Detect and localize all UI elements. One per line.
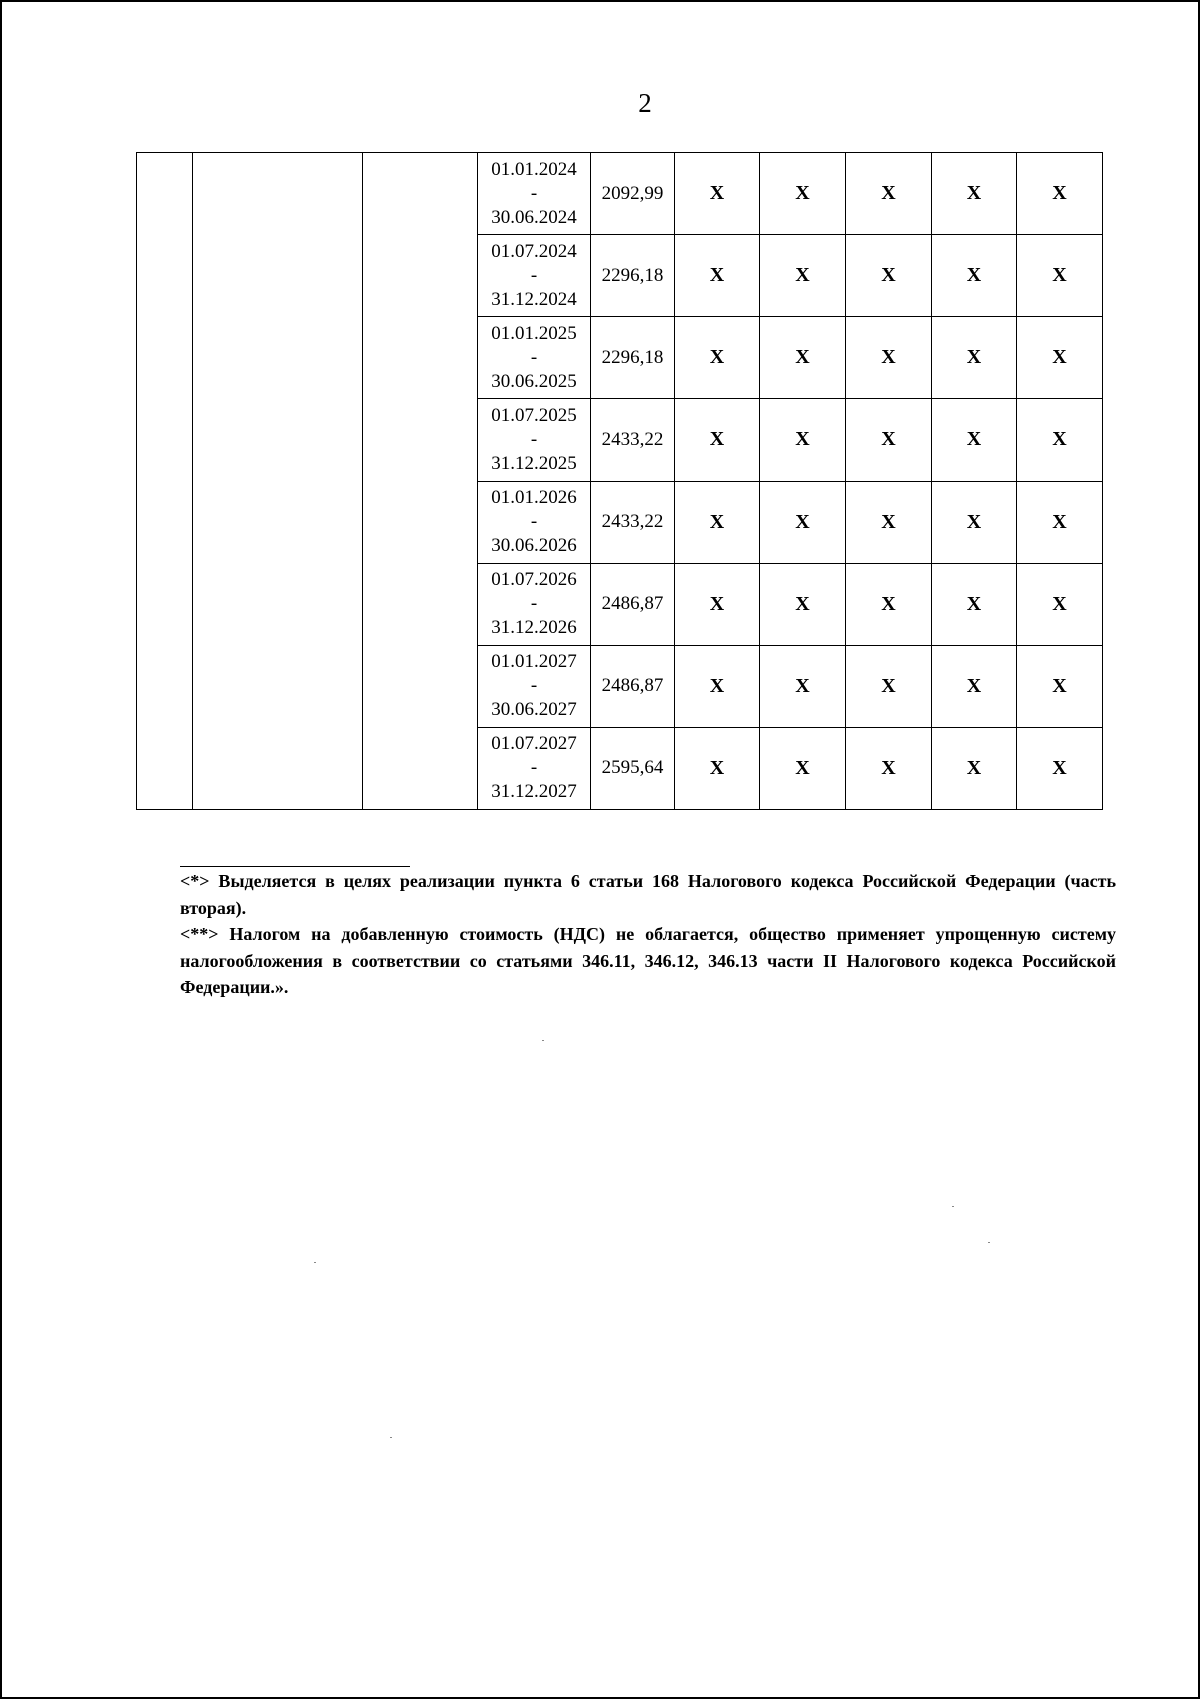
not-applicable-mark: X: [675, 317, 760, 399]
period-start: 01.07.2025: [491, 404, 577, 426]
not-applicable-mark: X: [846, 235, 932, 317]
period-end: 30.06.2025: [491, 370, 577, 392]
period-start: 01.01.2025: [491, 322, 577, 344]
period-start: 01.01.2026: [491, 487, 577, 509]
not-applicable-mark: X: [1017, 645, 1103, 727]
tariff-value: 2296,18: [591, 235, 675, 317]
period-cell: [478, 645, 591, 727]
scan-speck: [314, 1262, 316, 1263]
period-separator: -: [530, 428, 538, 450]
scan-speck: [988, 1242, 990, 1243]
not-applicable-mark: X: [932, 727, 1017, 809]
footnote-separator: [180, 866, 410, 867]
period-separator: -: [530, 264, 538, 286]
period-cell: [478, 399, 591, 481]
empty-col-1: [137, 153, 193, 810]
not-applicable-mark: X: [760, 399, 846, 481]
scan-speck: [390, 1437, 392, 1438]
not-applicable-mark: X: [1017, 481, 1103, 563]
not-applicable-mark: X: [760, 645, 846, 727]
empty-col-3: [363, 153, 478, 810]
not-applicable-mark: X: [932, 399, 1017, 481]
period-end: 31.12.2027: [491, 781, 577, 803]
tariff-value: 2433,22: [591, 399, 675, 481]
not-applicable-mark: X: [760, 153, 846, 235]
period-start: 01.07.2027: [491, 733, 577, 755]
tariff-value: 2433,22: [591, 481, 675, 563]
not-applicable-mark: X: [675, 727, 760, 809]
not-applicable-mark: X: [760, 235, 846, 317]
period-separator: -: [530, 675, 538, 697]
not-applicable-mark: X: [760, 481, 846, 563]
period-end: 31.12.2025: [491, 452, 577, 474]
period-start: 01.07.2024: [491, 240, 577, 262]
tariff-value: 2092,99: [591, 153, 675, 235]
tariff-table: [136, 152, 1103, 810]
not-applicable-mark: X: [932, 317, 1017, 399]
not-applicable-mark: X: [846, 153, 932, 235]
period-cell: [478, 727, 591, 809]
tariff-value: 2296,18: [591, 317, 675, 399]
not-applicable-mark: X: [1017, 317, 1103, 399]
not-applicable-mark: X: [846, 317, 932, 399]
period-start: 01.01.2027: [491, 651, 577, 673]
period-cell: [478, 235, 591, 317]
period-separator: -: [530, 593, 538, 615]
scan-speck: [542, 1040, 544, 1041]
footnote-1: <*> Выделяется в целях реализации пункта 6 статьи 168 Налогового кодекса Российской Федерации (часть вторая).: [180, 871, 1116, 918]
period-cell: [478, 563, 591, 645]
not-applicable-mark: X: [1017, 153, 1103, 235]
period-cell: [478, 153, 591, 235]
page-number: 2: [638, 88, 652, 118]
not-applicable-mark: X: [846, 481, 932, 563]
table-row: [137, 153, 1103, 235]
period-cell: [478, 481, 591, 563]
not-applicable-mark: X: [1017, 399, 1103, 481]
not-applicable-mark: X: [1017, 235, 1103, 317]
tariff-value: 2595,64: [591, 727, 675, 809]
period-end: 30.06.2026: [491, 535, 577, 557]
tariff-table-body: [137, 153, 1103, 810]
period-separator: -: [530, 346, 538, 368]
period-start: 01.01.2024: [491, 158, 577, 180]
period-separator: -: [530, 511, 538, 533]
not-applicable-mark: X: [932, 645, 1017, 727]
tariff-value: 2486,87: [591, 563, 675, 645]
not-applicable-mark: X: [846, 563, 932, 645]
period-separator: -: [530, 182, 538, 204]
period-end: 30.06.2027: [491, 699, 577, 721]
scan-speck: [952, 1206, 954, 1207]
not-applicable-mark: X: [1017, 563, 1103, 645]
empty-col-2: [193, 153, 363, 810]
not-applicable-mark: X: [760, 727, 846, 809]
period-end: 31.12.2026: [491, 617, 577, 639]
period-cell: [478, 317, 591, 399]
not-applicable-mark: X: [675, 399, 760, 481]
not-applicable-mark: X: [760, 563, 846, 645]
period-separator: -: [530, 757, 538, 779]
tariff-value: 2486,87: [591, 645, 675, 727]
not-applicable-mark: X: [932, 563, 1017, 645]
not-applicable-mark: X: [675, 481, 760, 563]
not-applicable-mark: X: [846, 399, 932, 481]
not-applicable-mark: X: [932, 153, 1017, 235]
period-end: 31.12.2024: [491, 288, 577, 310]
not-applicable-mark: X: [675, 153, 760, 235]
period-end: 30.06.2024: [491, 206, 577, 228]
not-applicable-mark: X: [932, 235, 1017, 317]
not-applicable-mark: X: [675, 563, 760, 645]
not-applicable-mark: X: [1017, 727, 1103, 809]
not-applicable-mark: X: [846, 727, 932, 809]
period-start: 01.07.2026: [491, 569, 577, 591]
not-applicable-mark: X: [932, 481, 1017, 563]
not-applicable-mark: X: [760, 317, 846, 399]
footnote-2: <**> Налогом на добавленную стоимость (НДС) не облагается, общество применяет упрощенную систему налогообложения в соответствии со статьями 346.11, 346.12, 346.13 части II Налогового кодекса Российской Федерации.».: [180, 924, 1116, 997]
not-applicable-mark: X: [846, 645, 932, 727]
footnotes: [180, 868, 1116, 1001]
not-applicable-mark: X: [675, 235, 760, 317]
not-applicable-mark: X: [675, 645, 760, 727]
